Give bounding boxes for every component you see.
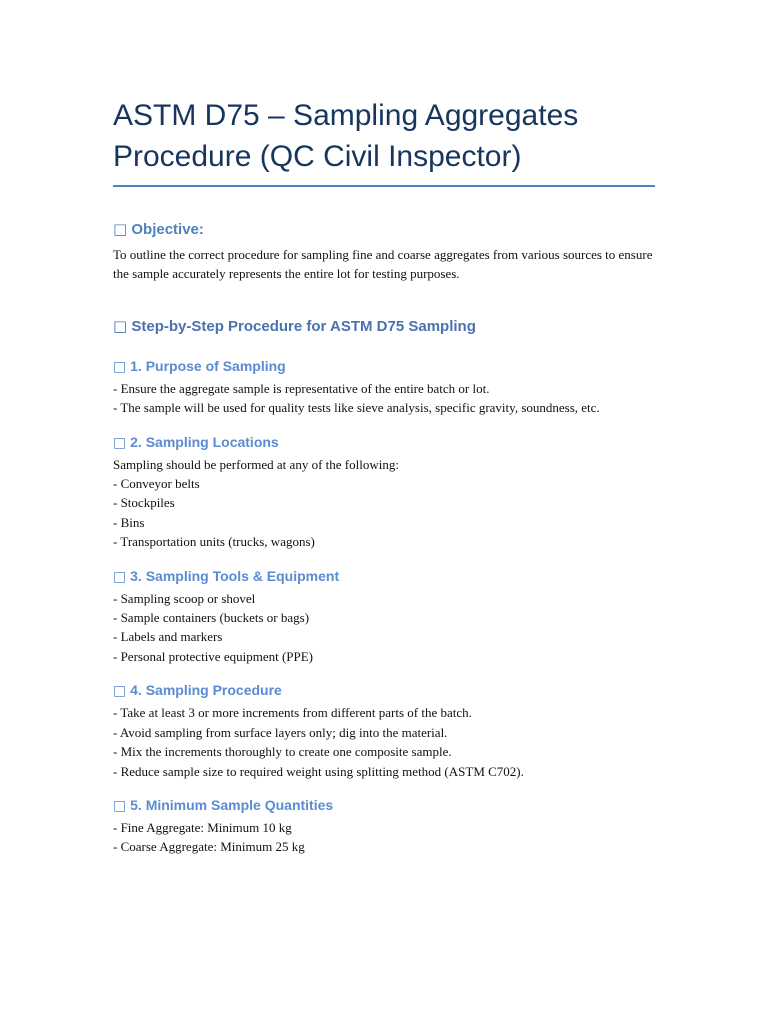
- section-4: [113, 679, 655, 781]
- list-item: - Avoid sampling from surface layers only; dig into the material.: [113, 724, 448, 740]
- section-list: [113, 474, 655, 552]
- procedure-sections: [113, 355, 655, 857]
- list-item: - Personal protective equipment (PPE): [113, 648, 314, 664]
- section-3: [113, 565, 655, 667]
- list-item: - Reduce sample size to required weight using splitting method (ASTM C702).: [113, 763, 524, 779]
- list-item: - Mix the increments thoroughly to create one composite sample.: [113, 744, 452, 760]
- objective-text: To outline the correct procedure for sampling fine and coarse aggregates from various sources to ensure the sample accurately represents the entire lot for testing purposes.: [113, 247, 653, 282]
- list-item: - Labels and markers: [113, 629, 223, 645]
- placeholder-box-icon: □: [113, 220, 128, 238]
- list-item: - Sample containers (buckets or bags): [113, 610, 310, 626]
- section-heading-text: 4. Sampling Procedure: [130, 682, 282, 699]
- objective-heading-text: Objective:: [131, 221, 204, 238]
- list-item: - Stockpiles: [113, 495, 175, 511]
- procedure-heading: [113, 314, 655, 339]
- placeholder-box-icon: □: [113, 316, 128, 335]
- section-heading: [113, 794, 655, 817]
- placeholder-box-icon: □: [113, 434, 127, 451]
- placeholder-box-icon: □: [113, 358, 127, 375]
- section-heading: [113, 679, 655, 702]
- list-item: - Coarse Aggregate: Minimum 25 kg: [113, 839, 305, 855]
- section-list: [113, 379, 655, 418]
- title-line-1: ASTM D75 – Sampling Aggregates: [113, 99, 579, 132]
- document-page: [113, 0, 655, 857]
- section-1: [113, 355, 655, 418]
- section-list: [113, 703, 655, 781]
- document-title: [113, 0, 655, 187]
- list-item: - The sample will be used for quality tests like sieve analysis, specific gravity, soundness, etc.: [113, 400, 600, 416]
- section-heading-text: 5. Minimum Sample Quantities: [130, 796, 334, 813]
- section-2: [113, 431, 655, 552]
- placeholder-box-icon: □: [113, 797, 127, 814]
- section-heading: [113, 355, 655, 378]
- title-line-2: Procedure (QC Civil Inspector): [113, 140, 522, 173]
- list-item: - Bins: [113, 514, 145, 530]
- section-heading: [113, 431, 655, 454]
- list-item: - Fine Aggregate: Minimum 10 kg: [113, 819, 292, 835]
- placeholder-box-icon: □: [113, 568, 127, 585]
- section-heading: [113, 565, 655, 588]
- section-intro: Sampling should be performed at any of the following:: [113, 456, 399, 472]
- list-item: - Sampling scoop or shovel: [113, 590, 256, 606]
- section-heading-text: 1. Purpose of Sampling: [130, 357, 286, 374]
- section-heading-text: 2. Sampling Locations: [130, 433, 279, 450]
- section-list: [113, 589, 655, 667]
- procedure-heading-text: Step-by-Step Procedure for ASTM D75 Sampling: [131, 317, 476, 335]
- section-list: [113, 818, 655, 857]
- list-item: - Ensure the aggregate sample is representative of the entire batch or lot.: [113, 380, 490, 396]
- list-item: - Transportation units (trucks, wagons): [113, 534, 315, 550]
- placeholder-box-icon: □: [113, 683, 127, 700]
- section-heading-text: 3. Sampling Tools & Equipment: [130, 567, 340, 584]
- objective-heading: [113, 217, 655, 242]
- list-item: - Take at least 3 or more increments from different parts of the batch.: [113, 705, 472, 721]
- list-item: - Conveyor belts: [113, 476, 200, 492]
- section-5: [113, 794, 655, 857]
